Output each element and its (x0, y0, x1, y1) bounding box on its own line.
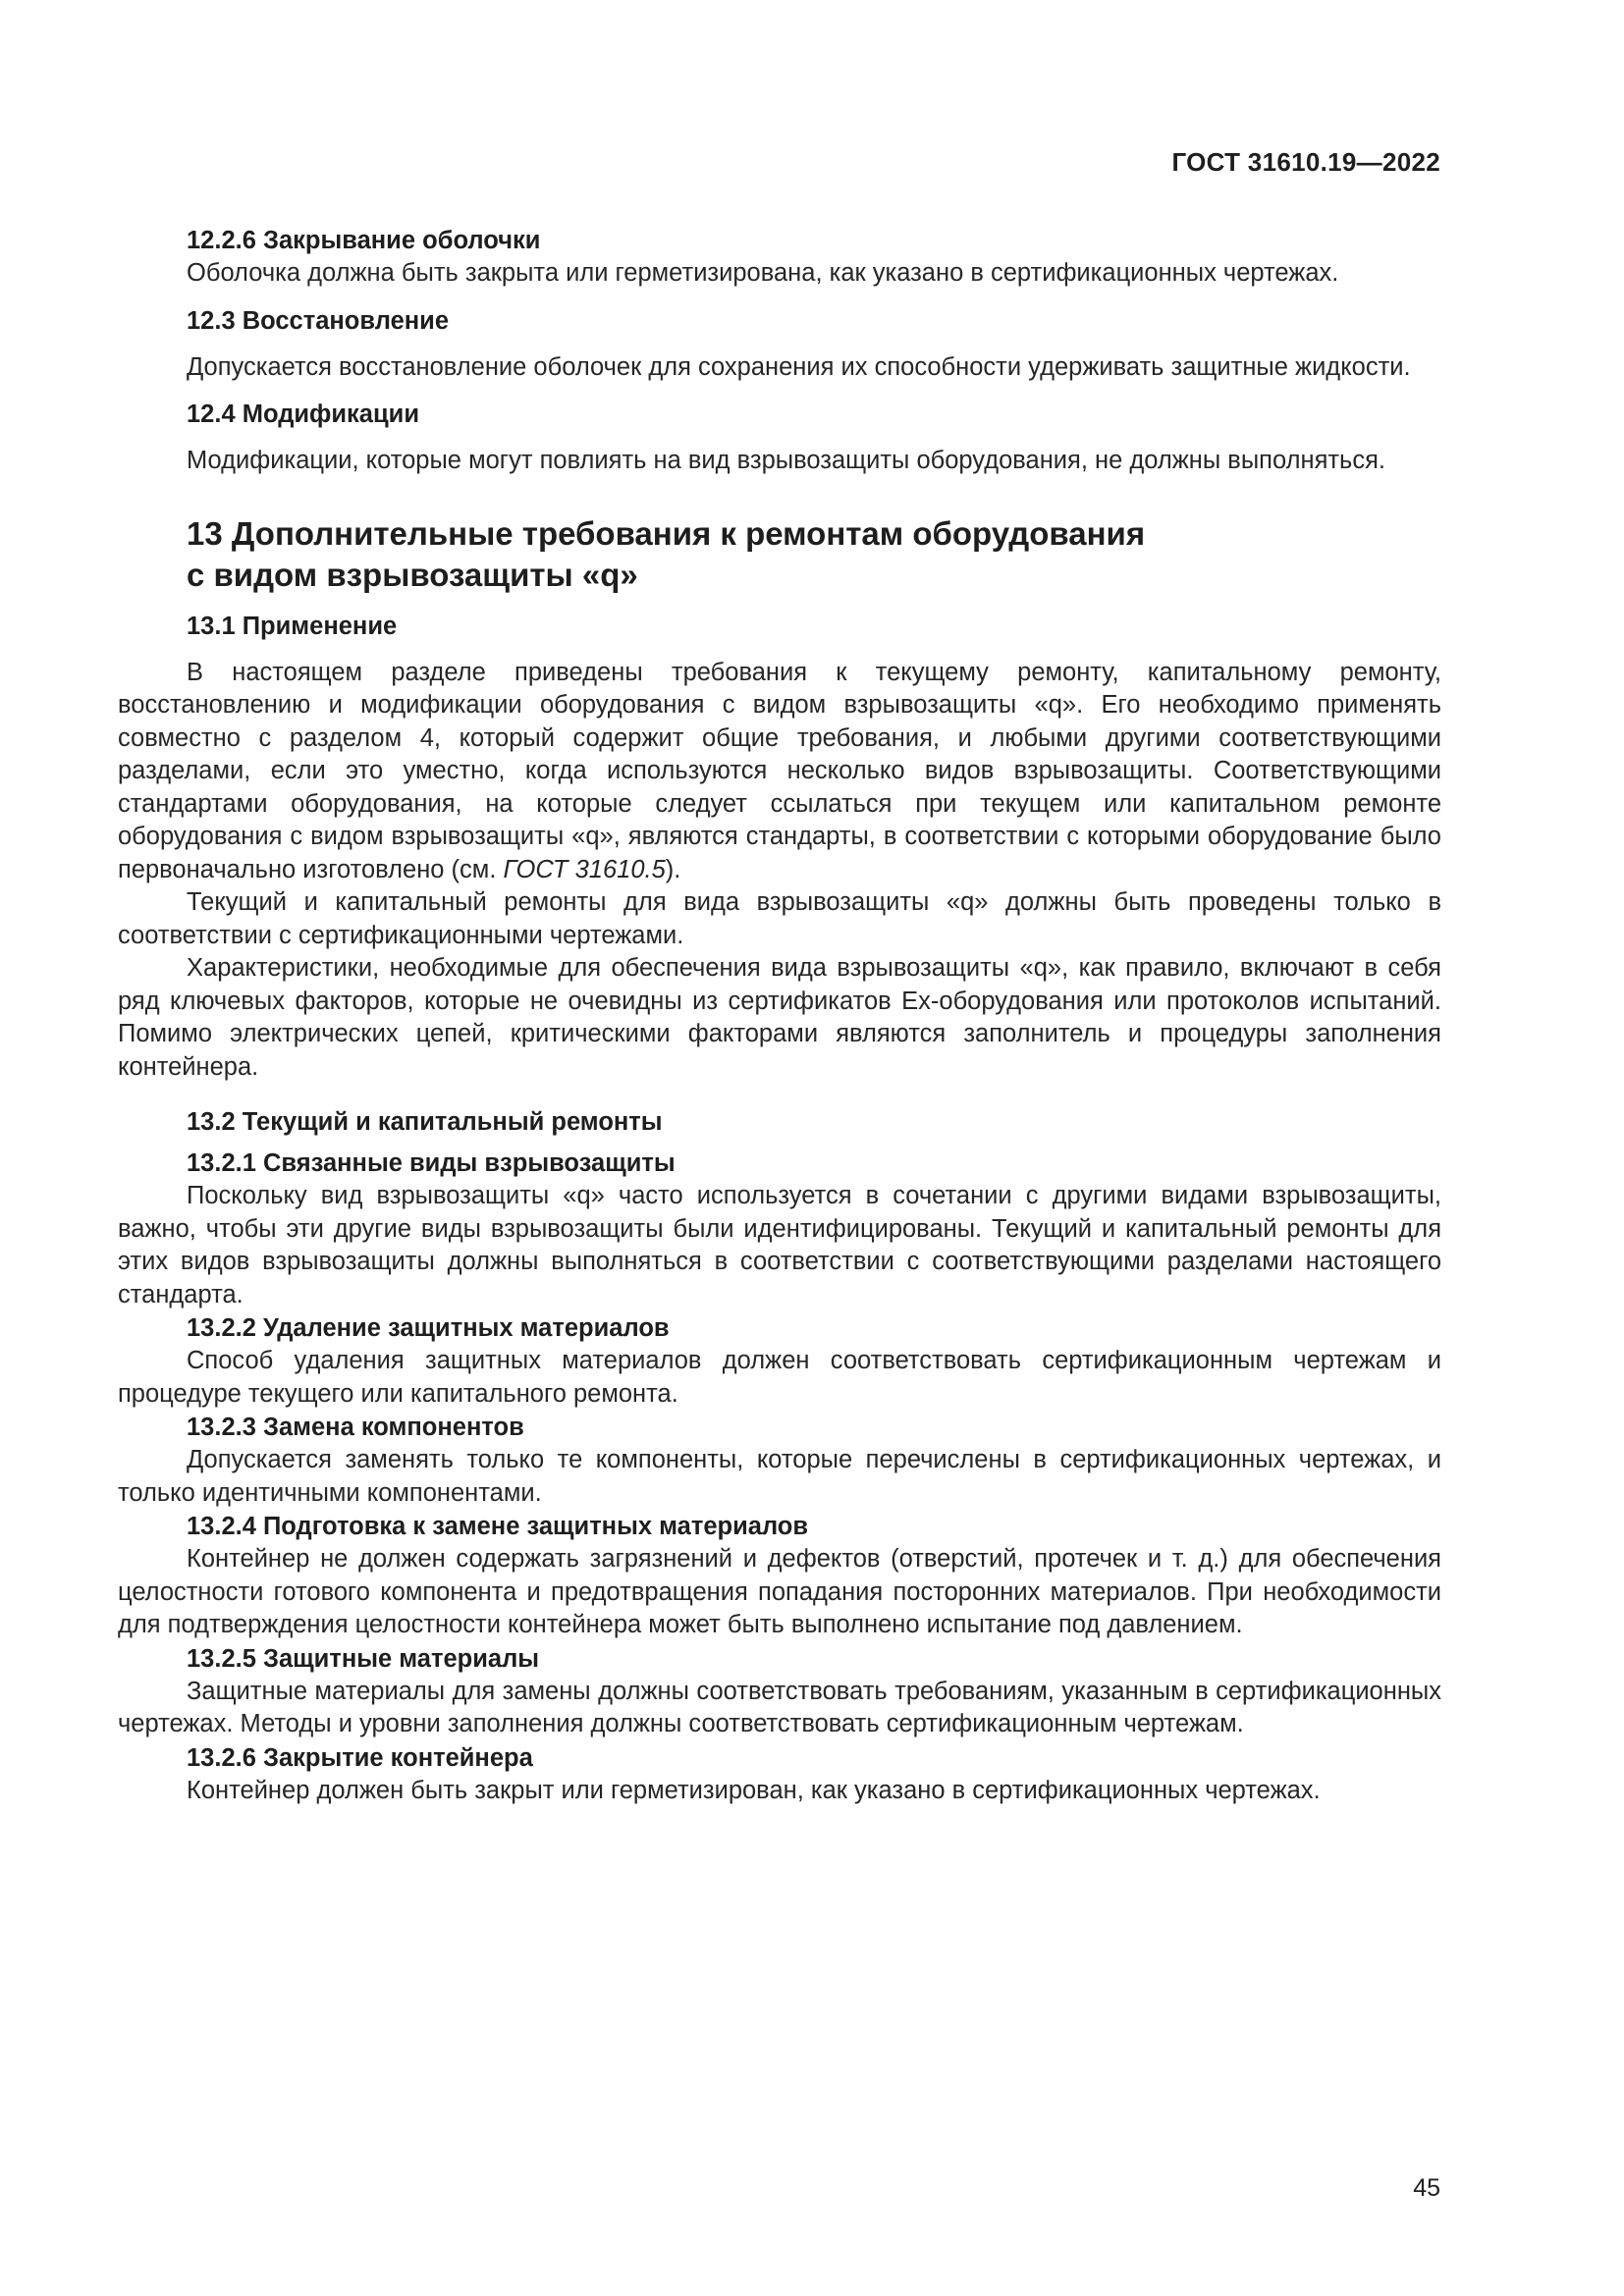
section-13-1-paragraph-2: Текущий и капитальный ремонты для вида взрывозащиты «q» должны быть проведены только в соответствии с сертификационными чертежами. (118, 888, 1441, 949)
section-13-2-3-paragraph: Допускается заменять только те компоненты, которые перечислены в сертификационных чертежах, и только идентичными компонентами. (118, 1446, 1441, 1507)
section-13-2-5-title: 13.2.5 Защитные материалы (187, 1644, 540, 1673)
document-body (118, 224, 1441, 1807)
section-13-2-6-title: 13.2.6 Закрытие контейнера (187, 1743, 533, 1772)
section-12-2-6-paragraph: Оболочка должна быть закрыта или герметизирована, как указано в сертификационных чертежах. (187, 259, 1339, 287)
section-13-2-4-title: 13.2.4 Подготовка к замене защитных материалов (187, 1513, 809, 1540)
page-number: 45 (1413, 2174, 1440, 2202)
section-13-1-title: 13.1 Применение (187, 612, 398, 640)
standard-reference: ГОСТ 31610.5 (503, 855, 666, 883)
section-13-2-1-title: 13.2.1 Связанные виды взрывозащиты (187, 1149, 676, 1177)
section-13-2-2-paragraph: Способ удаления защитных материалов должен соответствовать сертификационным чертежам и процедуре текущего или капитального ремонта. (118, 1347, 1441, 1408)
section-13-2-2-title: 13.2.2 Удаление защитных материалов (187, 1314, 670, 1342)
section-12-3-title: 12.3 Восстановление (187, 306, 450, 335)
section-13-title-line-1: 13 Дополнительные требования к ремонтам оборудования (187, 514, 1146, 552)
section-13-1-text-end: ). (665, 855, 681, 883)
section-13-title-line-2: с видом взрывозащиты «q» (187, 556, 638, 593)
section-13-1-paragraph-1 (118, 657, 1441, 887)
section-13-2-4-paragraph: Контейнер не должен содержать загрязнений и дефектов (отверстий, протечек и т. д.) для обеспечения целостности готового компонента и предотвращения попадания посторонних материалов. При необходимости для подтверждения целостности контейнера может быть выполнено испытание под давлением. (118, 1545, 1441, 1638)
section-13-1-paragraph-3: Характеристики, необходимые для обеспечения вида взрывозащиты «q», как правило, включают в себя ряд ключевых факторов, которые не очевидны из сертификатов Ex-оборудования или протоколов испытаний. Помимо электрических цепей, критическими факторами являются заполнитель и процедуры заполнения контейнера. (118, 954, 1441, 1081)
section-13-2-6-paragraph: Контейнер должен быть закрыт или герметизирован, как указано в сертификационных чертежах. (187, 1776, 1321, 1804)
section-12-4-paragraph: Модификации, которые могут повлиять на вид взрывозащиты оборудования, не должны выполняться. (187, 447, 1385, 474)
section-12-3-paragraph: Допускается восстановление оболочек для сохранения их способности удерживать защитные жидкости. (187, 352, 1411, 381)
section-13-title (187, 513, 1441, 596)
section-13-1-text: В настоящем разделе приведены требования к текущему ремонту, капитальному ремонту, восстановлению и модификации оборудования с видом взрывозащиты «q». Его необходимо применять совместно с разделом 4, который содержит общие требования, и любыми другими соответствующими разделами, если это уместно, когда используются несколько видов взрывозащиты. Соответствующими стандартами оборудования, на которые следует ссылаться при текущем или капитальном ремонте оборудования с видом взрывозащиты «q», являются стандарты, в соответствии с которыми оборудование было первоначально изготовлено (см. (118, 658, 1441, 883)
section-12-4-title: 12.4 Модификации (187, 400, 420, 428)
section-13-2-1-paragraph: Поскольку вид взрывозащиты «q» часто используется в сочетании с другими видами взрывозащиты, важно, чтобы эти другие виды взрывозащиты были идентифицированы. Текущий и капитальный ремонты для этих видов взрывозащиты должны выполняться в соответствии с соответствующими разделами настоящего стандарта. (118, 1182, 1441, 1308)
section-13-2-3-title: 13.2.3 Замена компонентов (187, 1414, 524, 1441)
section-13-2-title: 13.2 Текущий и капитальный ремонты (187, 1108, 663, 1136)
document-header: ГОСТ 31610.19—2022 (1171, 147, 1440, 177)
section-13-2-5-paragraph: Защитные материалы для замены должны соответствовать требованиям, указанным в сертификационных чертежах. Методы и уровни заполнения должны соответствовать сертификационным чертежам. (118, 1677, 1441, 1737)
section-12-2-6-title: 12.2.6 Закрывание оболочки (187, 227, 541, 254)
